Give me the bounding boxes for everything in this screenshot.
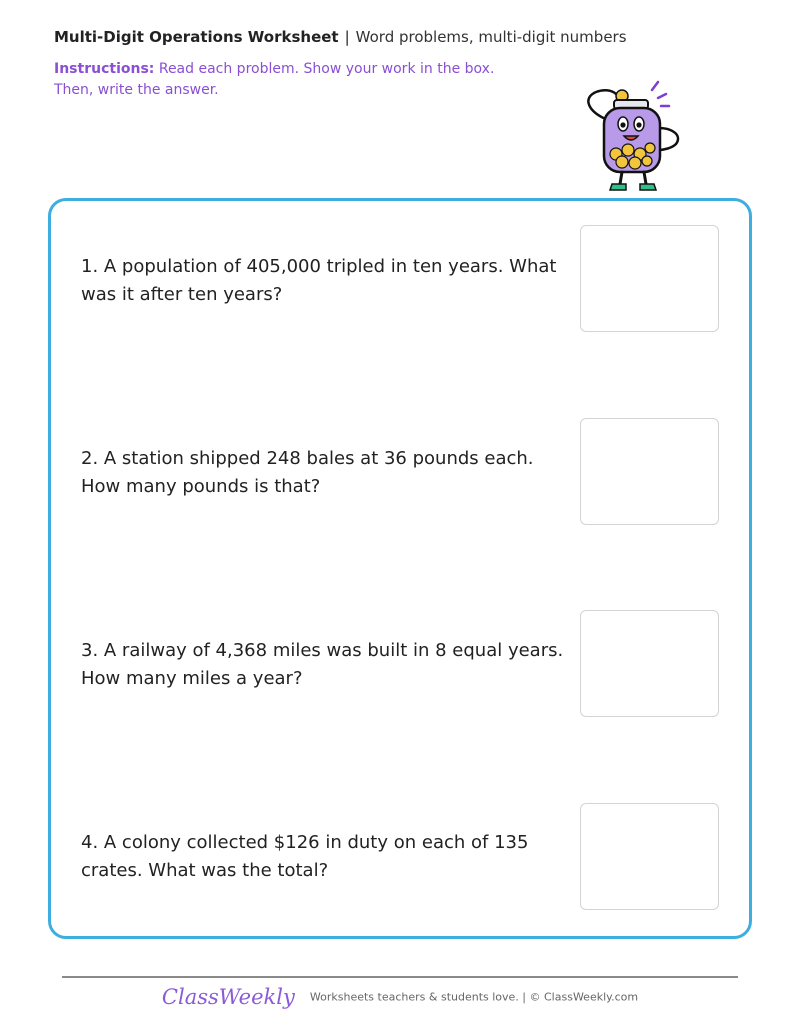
- worksheet-subtitle: Word problems, multi-digit numbers: [355, 28, 627, 46]
- answer-box-4[interactable]: [580, 803, 719, 910]
- instructions-lead: Instructions:: [54, 61, 155, 77]
- problem-4-text: 4. A colony collected $126 in duty on each of 135 crates. What was the total?: [81, 832, 529, 881]
- worksheet-title: Multi-Digit Operations Worksheet: [54, 28, 339, 46]
- footer-divider: [62, 976, 738, 978]
- brand-logo: ClassWeekly: [161, 985, 295, 1009]
- instructions-text: Read each problem. Show your work in the box. Then, write the answer.: [54, 61, 495, 98]
- problem-3-text: 3. A railway of 4,368 miles was built in 8 equal years. How many miles a year?: [81, 640, 564, 689]
- header-separator: |: [344, 28, 350, 46]
- instructions: [54, 59, 534, 101]
- coin-jar-mascot-icon: [578, 76, 690, 198]
- answer-box-1[interactable]: [580, 225, 719, 332]
- problem-2-text: 2. A station shipped 248 bales at 36 pounds each. How many pounds is that?: [81, 448, 534, 497]
- answer-box-3[interactable]: [580, 610, 719, 717]
- problem-1-text: 1. A population of 405,000 tripled in ten years. What was it after ten years?: [81, 256, 557, 305]
- footer-tagline: Worksheets teachers & students love. | © ClassWeekly.com: [309, 990, 639, 1004]
- footer: [0, 985, 800, 1015]
- answer-box-2[interactable]: [580, 418, 719, 525]
- worksheet-header: [54, 28, 754, 46]
